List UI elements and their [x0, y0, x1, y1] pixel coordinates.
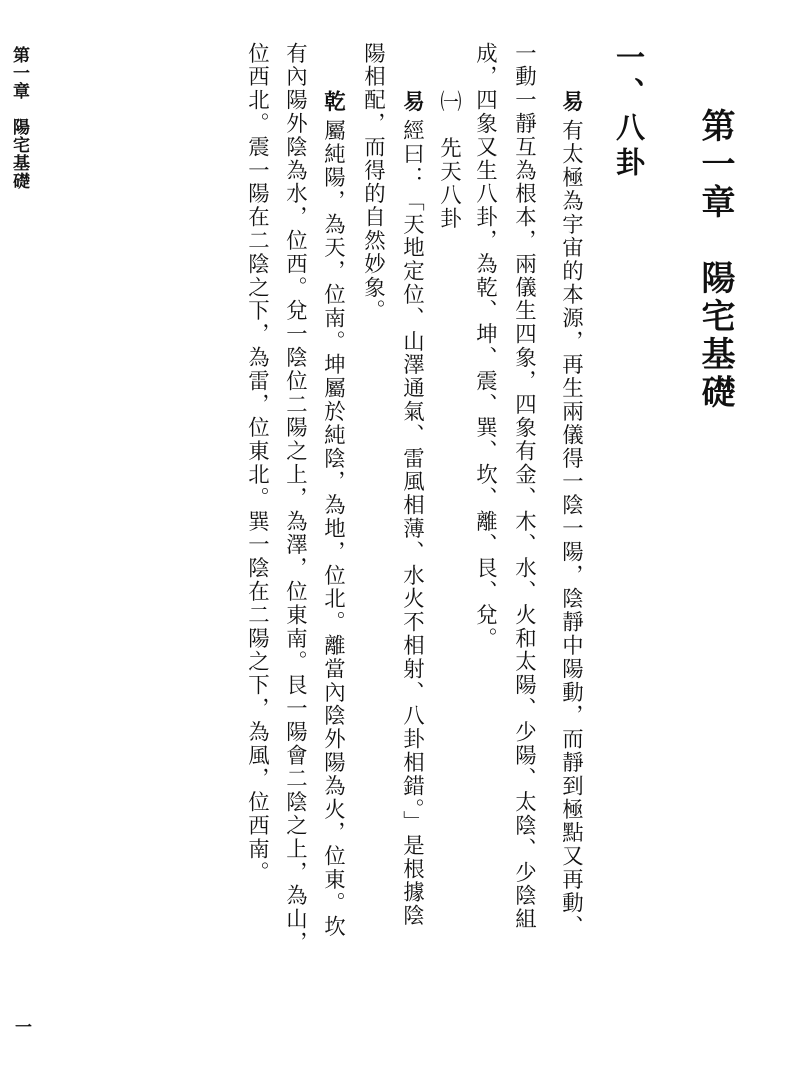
section-heading: 一、八卦 [612, 42, 646, 182]
body-line: 一動一靜互為根本，兩儀生四象，四象有金、木、水、火和太陽、少陽、太陰、少陰組 [511, 42, 537, 932]
chapter-title: 第一章 陽宅基礎 [695, 108, 735, 412]
body-text: 經曰：「天地定位、山澤通氣、雷風相薄、水火不相射、八卦相錯。」是根據陰 [399, 119, 425, 928]
subsection-heading: ㈠ 先天八卦 [436, 90, 462, 231]
body-line: 成，四象又生八卦，為乾、坤、震、巽、坎、離、艮、兌。 [472, 42, 498, 651]
paragraph-lead-character: 易 [399, 90, 425, 114]
body-line [558, 90, 584, 939]
page-number: 一 [11, 1018, 31, 1035]
body-text: 屬純陽，為天，位南。坤屬於純陰，為地，位北。離當內陰外陽為火，位東。坎 [320, 119, 346, 939]
paragraph-lead-character: 乾 [320, 90, 346, 114]
body-line [320, 90, 346, 939]
body-text: 有太極為宇宙的本源，再生兩儀得一陰一陽，陰靜中陽動，而靜到極點又再動、 [558, 119, 584, 939]
body-line: 陽相配，而得的自然妙象。 [360, 42, 386, 323]
body-line: 有內陽外陰為水，位西。兌一陰位二陽之上，為澤，位東南。艮一陽會二陰之上，為山， [282, 42, 308, 955]
body-line [399, 90, 425, 928]
body-line: 位西北。震一陽在二陰之下，為雷，位東北。巽一陰在二陽之下，為風，位西南。 [244, 42, 270, 885]
running-header: 第一章 陽宅基礎 [9, 46, 29, 190]
paragraph-lead-character: 易 [558, 90, 584, 114]
